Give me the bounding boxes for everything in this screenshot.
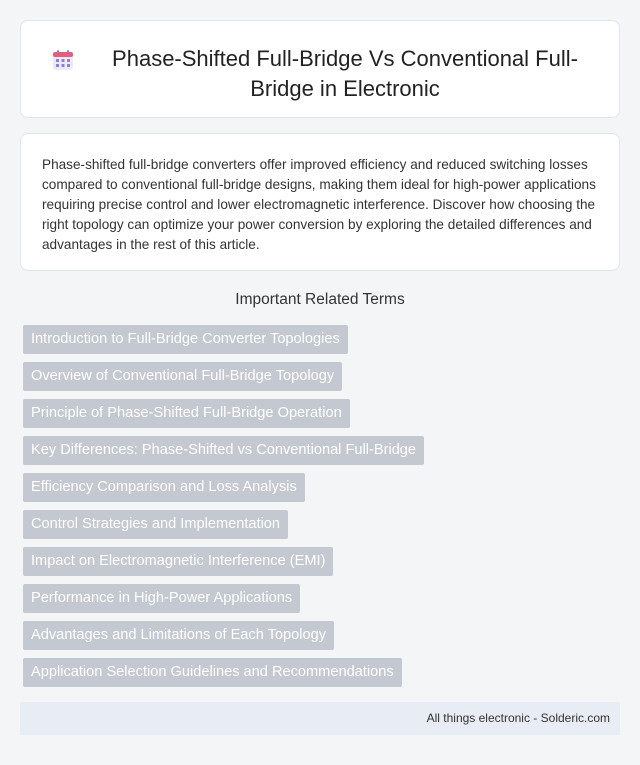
term-tag-7[interactable]: Impact on Electromagnetic Interference (EMI) [23,547,333,576]
term-tag-6[interactable]: Control Strategies and Implementation [23,510,288,539]
term-tag-9[interactable]: Advantages and Limitations of Each Topology [23,621,334,650]
term-tag-5[interactable]: Efficiency Comparison and Loss Analysis [23,473,305,502]
term-tag-10[interactable]: Application Selection Guidelines and Recommendations [23,658,402,687]
page-title: Phase-Shifted Full-Bridge Vs Conventional Full-Bridge in Electronic [112,46,578,101]
intro-card [20,133,620,271]
term-tag-2[interactable]: Overview of Conventional Full-Bridge Topology [23,362,342,391]
term-tag-1[interactable]: Introduction to Full-Bridge Converter Topologies [23,325,348,354]
footer [20,702,620,735]
term-tag-3[interactable]: Principle of Phase-Shifted Full-Bridge Operation [23,399,350,428]
footer-credit[interactable]: All things electronic - Solderic.com [426,711,610,725]
related-terms-list [23,325,424,695]
intro-text: Phase-shifted full-bridge converters offer improved efficiency and reduced switching losses compared to conventional full-bridge designs, making them ideal for high-power applications requiring precise control and lower electromagnetic interference. Discover how choosing the right topology can optimize your power conversion by exploring the detailed differences and advantages in the rest of this article. [42,157,596,252]
calendar-icon [52,49,74,71]
term-tag-8[interactable]: Performance in High-Power Applications [23,584,300,613]
term-tag-4[interactable]: Key Differences: Phase-Shifted vs Conventional Full-Bridge [23,436,424,465]
related-terms-title: Important Related Terms [235,291,405,308]
title-card [20,20,620,118]
